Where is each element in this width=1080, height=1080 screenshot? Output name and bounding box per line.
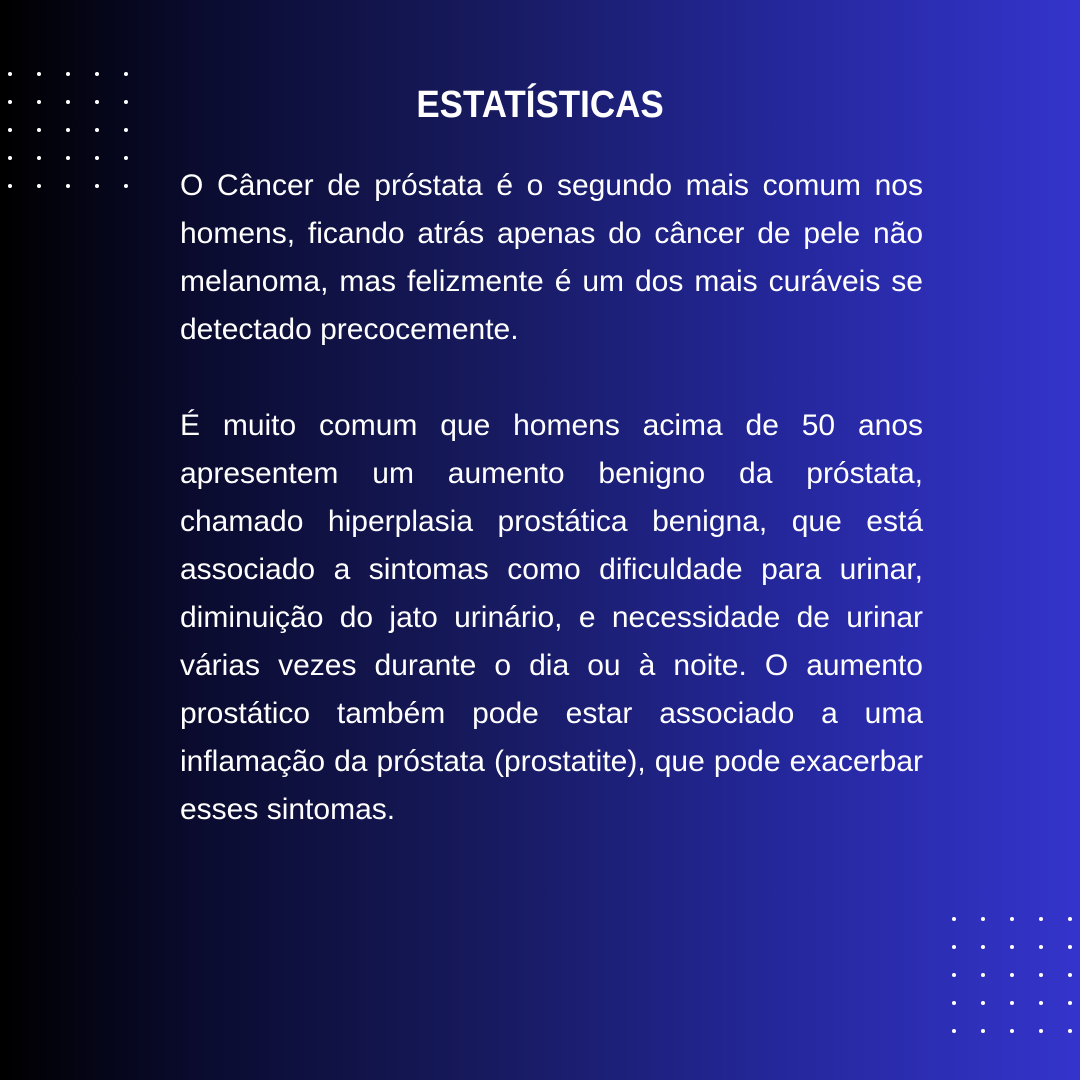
decorative-dot [1068,917,1072,921]
decorative-dot [66,156,70,160]
decorative-dot [124,156,128,160]
decorative-dot [8,128,12,132]
paragraph-bph-symptoms: É muito comum que homens acima de 50 anos apresentem um aumento benigno da próstata, chamado hiperplasia prostática benigna, que está associado a sintomas como dificuldade para urinar, diminuição do jato urinário, e necessidade de urinar várias vezes durante o dia ou à noite. O aumento prostático também pode estar associado a uma inflamação da próstata (prostatite), que pode exacerbar esses sintomas. [180,409,923,826]
decorative-dot [1039,1001,1043,1005]
decorative-dot [952,1001,956,1005]
decorative-dot [124,72,128,76]
decorative-dot [981,973,985,977]
decorative-dot [37,128,41,132]
decorative-dot [981,917,985,921]
body-text [180,162,923,834]
slide-title: ESTATÍSTICAS [416,84,664,126]
decorative-dot [1010,1029,1014,1033]
decorative-dot [8,156,12,160]
decorative-dot [124,128,128,132]
decorative-dot [37,100,41,104]
decorative-dot [981,945,985,949]
decorative-dot [1068,1029,1072,1033]
decorative-dot [1039,973,1043,977]
decorative-dot [8,184,12,188]
decorative-dot [95,128,99,132]
decorative-dot [1010,1001,1014,1005]
decorative-dot [981,1029,985,1033]
decorative-dot [95,72,99,76]
decorative-dot [981,1001,985,1005]
decorative-dot [37,184,41,188]
decorative-dot-grid-bottom-right [952,917,1080,1057]
decorative-dot [1010,917,1014,921]
decorative-dot [124,184,128,188]
decorative-dot [1068,973,1072,977]
decorative-dot [1068,1001,1072,1005]
decorative-dot [1039,917,1043,921]
decorative-dot [1039,945,1043,949]
decorative-dot [1068,945,1072,949]
decorative-dot [95,156,99,160]
decorative-dot [37,72,41,76]
decorative-dot [66,72,70,76]
decorative-dot [952,917,956,921]
decorative-dot [1010,973,1014,977]
decorative-dot [37,156,41,160]
decorative-dot [95,184,99,188]
decorative-dot [66,128,70,132]
decorative-dot [952,973,956,977]
decorative-dot [8,72,12,76]
decorative-dot [952,945,956,949]
decorative-dot [66,184,70,188]
paragraph-prostate-cancer-stats: O Câncer de próstata é o segundo mais comum nos homens, ficando atrás apenas do câncer de pele não melanoma, mas felizmente é um dos mais curáveis se detectado precocemente. [180,169,923,346]
decorative-dot [1039,1029,1043,1033]
decorative-dot [1010,945,1014,949]
decorative-dot [8,100,12,104]
decorative-dot [952,1029,956,1033]
